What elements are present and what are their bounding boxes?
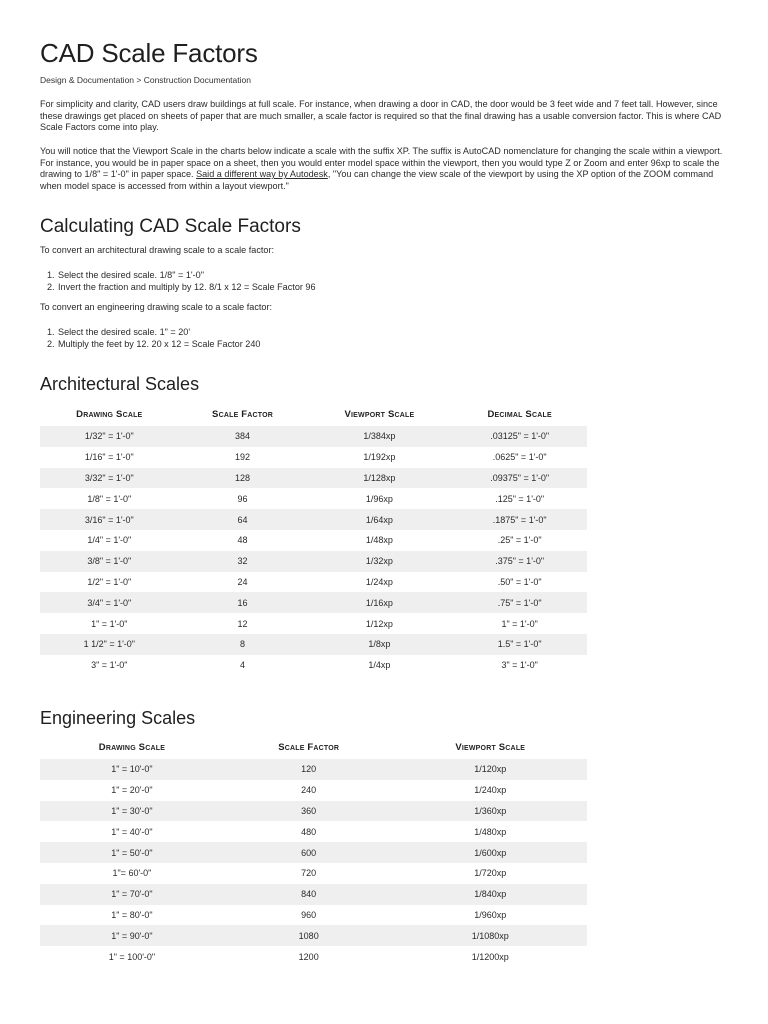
table-cell: 3/32" = 1'-0" [40, 468, 179, 489]
table-row [40, 572, 587, 593]
table-cell: 3" = 1'-0" [91, 660, 128, 671]
column-header: Decimal Scale [487, 408, 552, 420]
breadcrumb[interactable]: Design & Documentation > Construction Documentation [40, 75, 251, 85]
table-cell: 1" = 1'-0" [501, 618, 538, 629]
table-cell: 1" = 30'-0" [40, 801, 224, 822]
table-cell: 1" = 70'-0" [40, 884, 224, 905]
table-row [40, 488, 587, 509]
table-cell: 4 [240, 660, 246, 671]
step-item [47, 327, 260, 339]
table-row [40, 426, 587, 447]
table-cell: 192 [235, 452, 251, 463]
table-cell: 384 [179, 426, 307, 447]
table-cell: .125" = 1'-0" [495, 493, 545, 504]
architectural-steps [47, 270, 316, 293]
table-row [40, 551, 587, 572]
step-number: 1. [47, 270, 55, 280]
table-row [40, 946, 587, 967]
table-cell: .25" = 1'-0" [497, 535, 542, 546]
table-cell: .375" = 1'-0" [452, 551, 587, 572]
table-cell: 1/32" = 1'-0" [40, 426, 179, 447]
table-row [40, 655, 587, 676]
table-row [40, 780, 587, 801]
table-row [40, 925, 587, 946]
table-cell: 1200 [298, 951, 319, 962]
table-cell: 720 [301, 868, 317, 879]
table-cell: 3/4" = 1'-0" [40, 592, 179, 613]
table-cell: 48 [237, 535, 248, 546]
table-cell: 1" = 50'-0" [40, 842, 224, 863]
table-cell: 1/16" = 1'-0" [84, 452, 134, 463]
table-cell: 3/8" = 1'-0" [40, 551, 179, 572]
table-cell: 1/960xp [474, 909, 507, 920]
viewport-paragraph [40, 146, 736, 192]
table-cell: 1/16xp [307, 592, 453, 613]
table-cell: 600 [224, 842, 394, 863]
table-cell: 96 [237, 493, 248, 504]
table-cell: 240 [301, 785, 317, 796]
step-text: Multiply the feet by 12. 20 x 12 = Scale Factor 240 [58, 338, 261, 349]
table-cell: .75" = 1'-0" [452, 592, 587, 613]
step-text: Invert the fraction and multiply by 12. 8/1 x 12 = Scale Factor 96 [58, 281, 316, 292]
table-cell: 1" = 40'-0" [111, 826, 153, 837]
table-cell: 1" = 10'-0" [40, 759, 224, 780]
table-row [40, 842, 587, 863]
step-text: Select the desired scale. 1/8" = 1'-0" [58, 270, 204, 280]
viewport-paragraph-text: You will notice that the Viewport Scale in the charts below indicate a scale with the suffix XP. The suffix is AutoCAD nomenclature for changing the scale within a viewport. For instance, you would be in paper space on a sheet, then you would enter model space within the viewport, then you would type Z or Zoom and enter 96xp to scale the drawing to 1/8" = 1'-0" in paper space. [40, 146, 723, 180]
table-cell: .1875" = 1'-0" [452, 509, 587, 530]
table-cell: .50" = 1'-0" [497, 576, 542, 587]
column-header: Drawing Scale [76, 408, 143, 420]
table-cell: 1/2" = 1'-0" [87, 576, 132, 587]
engineering-scales-table [40, 735, 587, 967]
table-row [40, 884, 587, 905]
step-item [47, 282, 316, 294]
table-cell: 32 [179, 551, 307, 572]
table-cell: 1080 [224, 925, 394, 946]
table-cell: 1/120xp [394, 759, 587, 780]
table-cell: 1" = 1'-0" [91, 618, 128, 629]
architectural-heading: Architectural Scales [40, 374, 200, 394]
table-cell: 1" = 80'-0" [111, 909, 153, 920]
step-number: 2. [47, 338, 55, 349]
table-cell: 64 [179, 509, 307, 530]
table-row [40, 759, 587, 780]
table-cell: 1/24xp [365, 576, 393, 587]
step-number: 1. [47, 327, 55, 337]
table-row [40, 905, 587, 926]
table-cell: .03125" = 1'-0" [452, 426, 587, 447]
table-cell: 1/192xp [363, 452, 396, 463]
autodesk-link[interactable]: Said a different way by Autodesk [196, 169, 328, 180]
step-item [47, 270, 316, 282]
table-cell: 1/32xp [307, 551, 453, 572]
table-cell: .09375" = 1'-0" [452, 468, 587, 489]
table-cell: 1/64xp [307, 509, 453, 530]
table-cell: 1/600xp [394, 842, 587, 863]
architectural-lead: To convert an architectural drawing scale to a scale factor: [40, 245, 275, 255]
table-cell: 960 [301, 909, 317, 920]
table-cell: 840 [224, 884, 394, 905]
table-cell: 1/8xp [307, 634, 453, 655]
calculating-heading: Calculating CAD Scale Factors [40, 216, 301, 237]
table-row [40, 592, 587, 613]
architectural-scales-table [40, 402, 587, 676]
table-cell: 12 [237, 618, 248, 629]
table-header-row [40, 735, 587, 759]
table-cell: 1/96xp [365, 493, 393, 504]
table-row [40, 613, 587, 634]
engineering-steps [47, 327, 260, 350]
table-cell: 3" = 1'-0" [501, 660, 538, 671]
table-cell: 1/1080xp [394, 925, 587, 946]
table-cell: 480 [301, 826, 317, 837]
table-cell: 1/720xp [474, 868, 507, 879]
table-row [40, 634, 587, 655]
table-cell: 1.5" = 1'-0" [452, 634, 587, 655]
table-cell: 1/128xp [307, 468, 453, 489]
table-cell: 1/12xp [365, 618, 393, 629]
column-header: Scale Factor [212, 408, 274, 420]
column-header: Drawing Scale [98, 741, 166, 753]
table-cell: 1/4" = 1'-0" [87, 535, 132, 546]
table-cell: 1" = 20'-0" [111, 785, 153, 796]
engineering-heading: Engineering Scales [40, 708, 196, 728]
column-header: Viewport Scale [455, 741, 526, 753]
page-title: CAD Scale Factors [40, 38, 258, 68]
column-header: Scale Factor [278, 741, 340, 753]
table-row [40, 530, 587, 551]
table-cell: 1" = 90'-0" [40, 925, 224, 946]
table-cell: 1/4xp [368, 660, 391, 671]
table-cell: 1/360xp [394, 801, 587, 822]
table-header-row [40, 402, 587, 426]
step-item [47, 339, 260, 351]
table-cell: 1/384xp [307, 426, 453, 447]
viewport-paragraph-quote: , "You can change the view scale of the viewport by using the XP option of the ZOOM command when model space is accessed from within a layout viewport." [40, 169, 714, 191]
table-cell: 1/480xp [474, 826, 507, 837]
table-cell: 1"= 60'-0" [112, 868, 152, 879]
step-text: Select the desired scale. 1" = 20' [58, 327, 191, 337]
table-cell: 120 [224, 759, 394, 780]
step-number: 2. [47, 281, 55, 292]
table-cell: .0625" = 1'-0" [492, 452, 547, 463]
table-cell: 1/48xp [365, 535, 393, 546]
table-cell: 16 [179, 592, 307, 613]
table-cell: 1/240xp [474, 785, 507, 796]
column-header: Viewport Scale [344, 408, 415, 420]
table-row [40, 509, 587, 530]
table-cell: 3/16" = 1'-0" [40, 509, 179, 530]
table-cell: 1/1200xp [471, 951, 509, 962]
table-cell: 1/840xp [394, 884, 587, 905]
table-cell: 128 [179, 468, 307, 489]
intro-paragraph: For simplicity and clarity, CAD users draw buildings at full scale. For instance, when drawing a door in CAD, the door would be 3 feet wide and 7 feet tall. However, since these drawings get placed on sheets of paper that are much smaller, a scale factor is required so that the final drawing has a usable conversion factor. This is where CAD Scale Factors come into play. [40, 99, 722, 133]
table-row [40, 447, 587, 468]
table-row [40, 863, 587, 884]
table-cell: 1" = 100'-0" [108, 951, 156, 962]
table-row [40, 801, 587, 822]
table-row [40, 468, 587, 489]
table-cell: 1 1/2" = 1'-0" [40, 634, 179, 655]
table-cell: 360 [224, 801, 394, 822]
table-row [40, 821, 587, 842]
table-cell: 24 [237, 576, 248, 587]
table-cell: 1/8" = 1'-0" [87, 493, 132, 504]
engineering-lead: To convert an engineering drawing scale to a scale factor: [40, 302, 273, 312]
table-cell: 8 [179, 634, 307, 655]
